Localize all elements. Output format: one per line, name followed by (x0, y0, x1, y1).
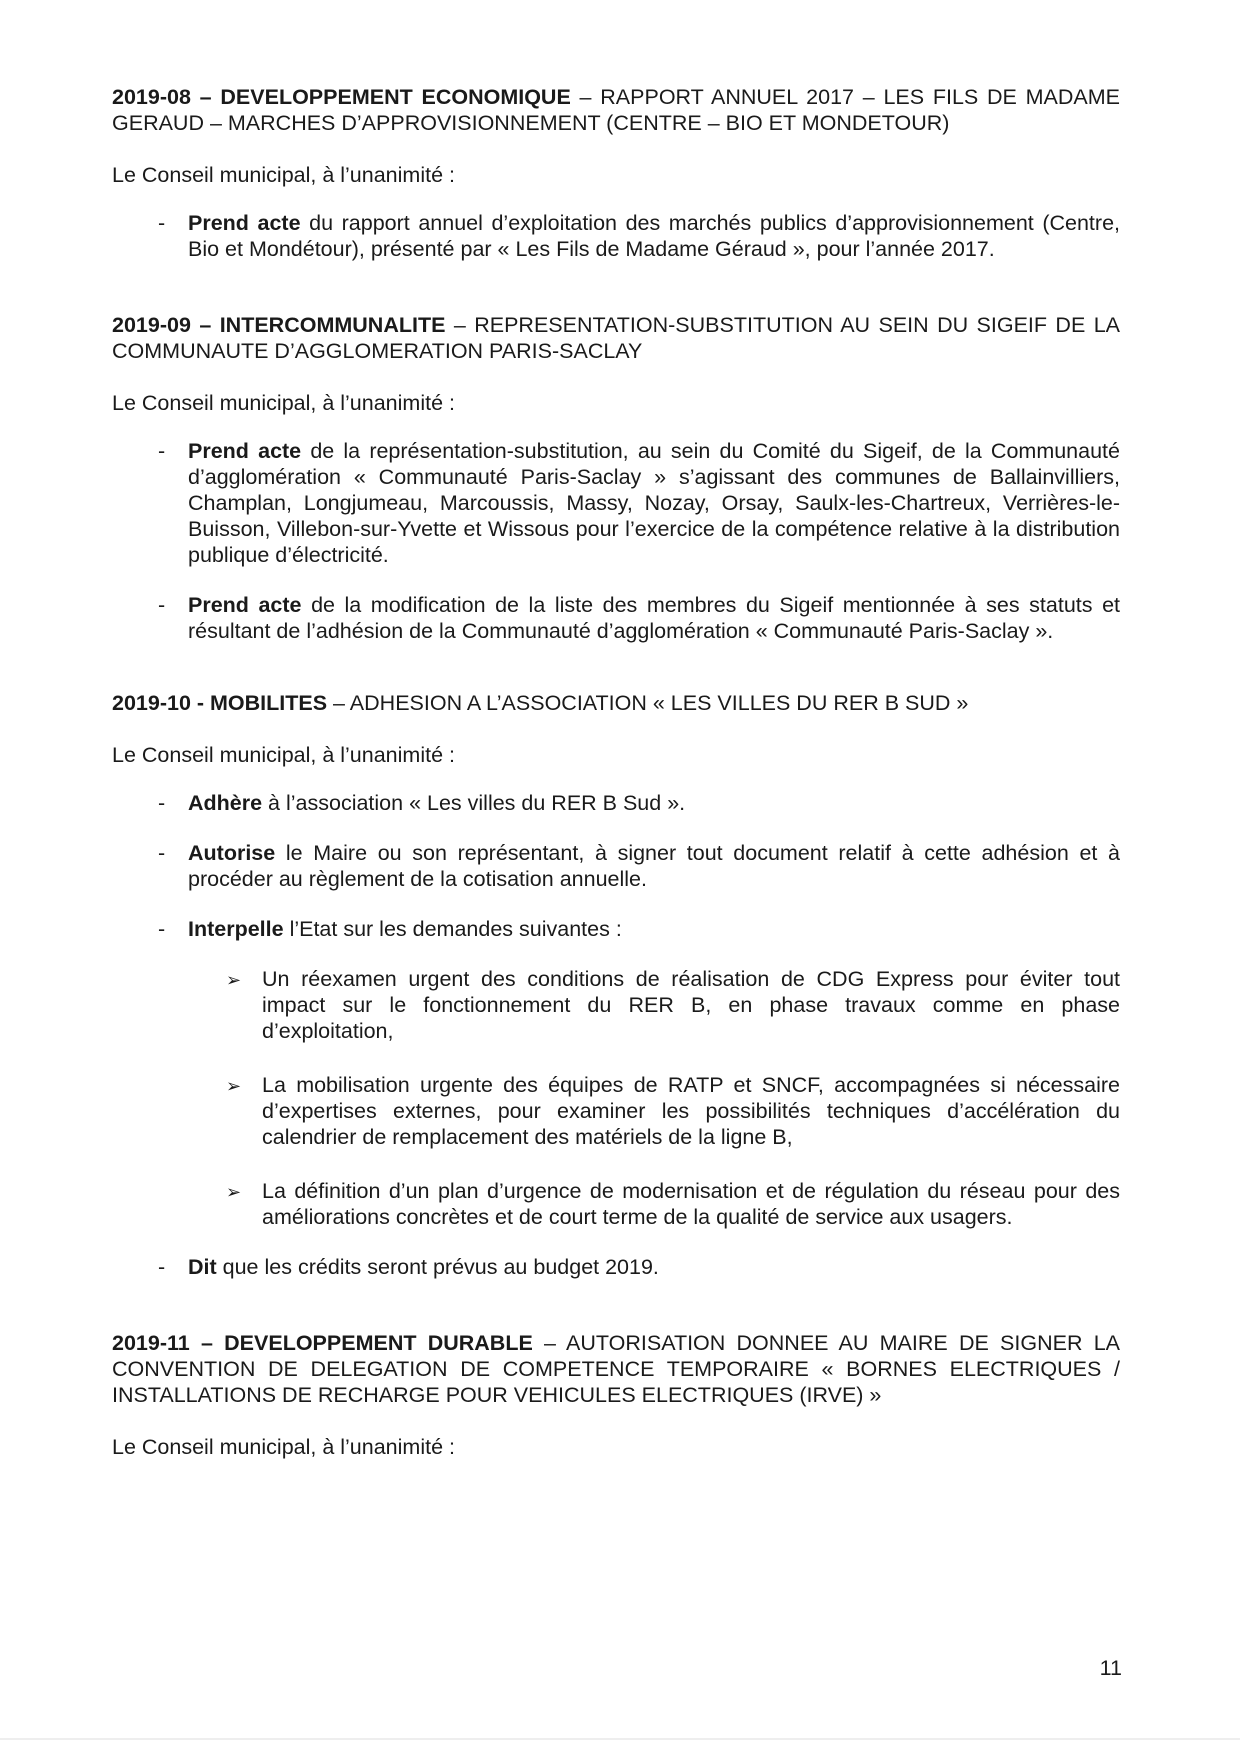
deliberation-code: 2019-11 (112, 1331, 190, 1355)
council-intro: Le Conseil municipal, à l’unanimité : (112, 743, 455, 767)
section-title: 2019-09 – INTERCOMMUNALITE – REPRESENTATION-SUBSTITUTION AU SEIN DU SIGEIF DE LA COMMUNAUTE D’AGGLOMERATION PARIS-SACLAY (112, 313, 1121, 363)
deliberation-code: 2019-08 (112, 85, 191, 109)
section-title: 2019-11 – DEVELOPPEMENT DURABLE – AUTORISATION DONNEE AU MAIRE DE SIGNER LA CONVENTION DE DELEGATION DE COMPETENCE TEMPORAIRE « BORNES ELECTRIQUES / INSTALLATIONS DE RECHARGE POUR VEHICULES ELECTRIQUES (IRVE) » (112, 1331, 1121, 1407)
bottom-rule (0, 1738, 1240, 1740)
demand-item: ➢ Un réexamen urgent des conditions de réalisation de CDG Express pour éviter tout impact sur le fonctionnement du RER B, en phase travaux comme en phase d’exploitation, (226, 967, 1120, 1043)
demands-list (188, 966, 1120, 1230)
demand-item: ➢ La définition d’un plan d’urgence de modernisation et de régulation du réseau pour des améliorations concrètes et de court terme de la qualité de service aux usagers. (226, 1179, 1120, 1229)
deliberation-subject: – AUTORISATION DONNEE AU MAIRE DE SIGNER LA CONVENTION DE DELEGATION DE COMPETENCE TEMPORAIRE « BORNES ELECTRIQUES / INSTALLATIONS DE RECHARGE POUR VEHICULES ELECTRIQUES (IRVE) » (112, 1331, 1121, 1407)
deliberation-2019-08 (112, 84, 1120, 262)
decision-item: - Prend acte de la modification de la liste des membres du Sigeif mentionnée à ses statuts et résultant de l’adhésion de la Communauté d’agglomération « Communauté Paris-Saclay ». (188, 592, 1120, 644)
council-intro: Le Conseil municipal, à l’unanimité : (112, 1435, 455, 1459)
deliberation-code: 2019-10 (112, 691, 191, 715)
decision-list (112, 210, 1120, 262)
deliberation-subject: – REPRESENTATION-SUBSTITUTION AU SEIN DU SIGEIF DE LA COMMUNAUTE D’AGGLOMERATION PARIS-SACLAY (112, 313, 1121, 363)
deliberation-2019-10 (112, 690, 1120, 1280)
deliberation-subject: – RAPPORT ANNUEL 2017 – LES FILS DE MADAME GERAUD – MARCHES D’APPROVISIONNEMENT (CENTRE – BIO ET MONDETOUR) (112, 85, 1121, 135)
deliberation-2019-09 (112, 312, 1120, 644)
page-number: 11 (1099, 1656, 1122, 1680)
deliberation-theme: DEVELOPPEMENT ECONOMIQUE (220, 85, 571, 109)
section-title: 2019-08 – DEVELOPPEMENT ECONOMIQUE – RAPPORT ANNUEL 2017 – LES FILS DE MADAME GERAUD – MARCHES D’APPROVISIONNEMENT (CENTRE – BIO ET MONDETOUR) (112, 85, 1121, 135)
decision-item: - Interpelle l’Etat sur les demandes suivantes : ➢ Un réexamen urgent des conditions de réalisation de CDG Express pour éviter tout impact sur le fonctionnement du RER B, en phase travaux comme en phase d’exploitation, ➢ La mobilisation urgente des équipes de RATP et SNCF, accompagnées si nécessaire d’expertises externes, pour examiner les possibilités techniques d’accélération du calendrier de remplacement des matériels de la ligne B, ➢ La définition d’un plan d’urgence de modernisation et de régulation du réseau pour des améliorations concrètes et de court terme de la qualité de service aux usagers. (188, 916, 1120, 1230)
deliberation-theme: INTERCOMMUNALITE (219, 313, 446, 337)
deliberation-theme: DEVELOPPEMENT DURABLE (224, 1331, 533, 1355)
decision-item: - Autorise le Maire ou son représentant, à signer tout document relatif à cette adhésion et à procéder au règlement de la cotisation annuelle. (188, 840, 1120, 892)
arrow-bullet-icon: ➢ (226, 1182, 242, 1202)
decision-item: - Prend acte du rapport annuel d’exploitation des marchés publics d’approvisionnement (Centre, Bio et Mondétour), présenté par « Les Fils de Madame Géraud », pour l’année 2017. (188, 210, 1120, 262)
deliberation-subject: – ADHESION A L’ASSOCIATION « LES VILLES DU RER B SUD » (327, 691, 969, 715)
council-intro: Le Conseil municipal, à l’unanimité : (112, 391, 455, 415)
demand-item: ➢ La mobilisation urgente des équipes de RATP et SNCF, accompagnées si nécessaire d’expertises externes, pour examiner les possibilités techniques d’accélération du calendrier de remplacement des matériels de la ligne B, (226, 1073, 1120, 1149)
deliberation-theme: MOBILITES (210, 691, 328, 715)
deliberation-code: 2019-09 (112, 313, 191, 337)
decision-item: - Adhère à l’association « Les villes du RER B Sud ». (188, 790, 1120, 816)
decision-item: - Prend acte de la représentation-substitution, au sein du Comité du Sigeif, de la Communauté d’agglomération « Communauté Paris-Saclay » s’agissant des communes de Ballainvilliers, Champlan, Longjumeau, Marcoussis, Massy, Nozay, Orsay, Saulx-les-Chartreux, Verrières-le-Buisson, Villebon-sur-Yvette et Wissous pour l’exercice de la compétence relative à la distribution publique d’électricité. (188, 438, 1120, 568)
decision-item: - Dit que les crédits seront prévus au budget 2019. (188, 1254, 1120, 1280)
decision-list (112, 790, 1120, 1280)
arrow-bullet-icon: ➢ (226, 970, 242, 990)
section-title: 2019-10 - MOBILITES – ADHESION A L’ASSOCIATION « LES VILLES DU RER B SUD » (112, 691, 969, 715)
deliberation-2019-11 (112, 1330, 1120, 1460)
arrow-bullet-icon: ➢ (226, 1076, 242, 1096)
council-intro: Le Conseil municipal, à l’unanimité : (112, 163, 455, 187)
decision-list (112, 438, 1120, 644)
